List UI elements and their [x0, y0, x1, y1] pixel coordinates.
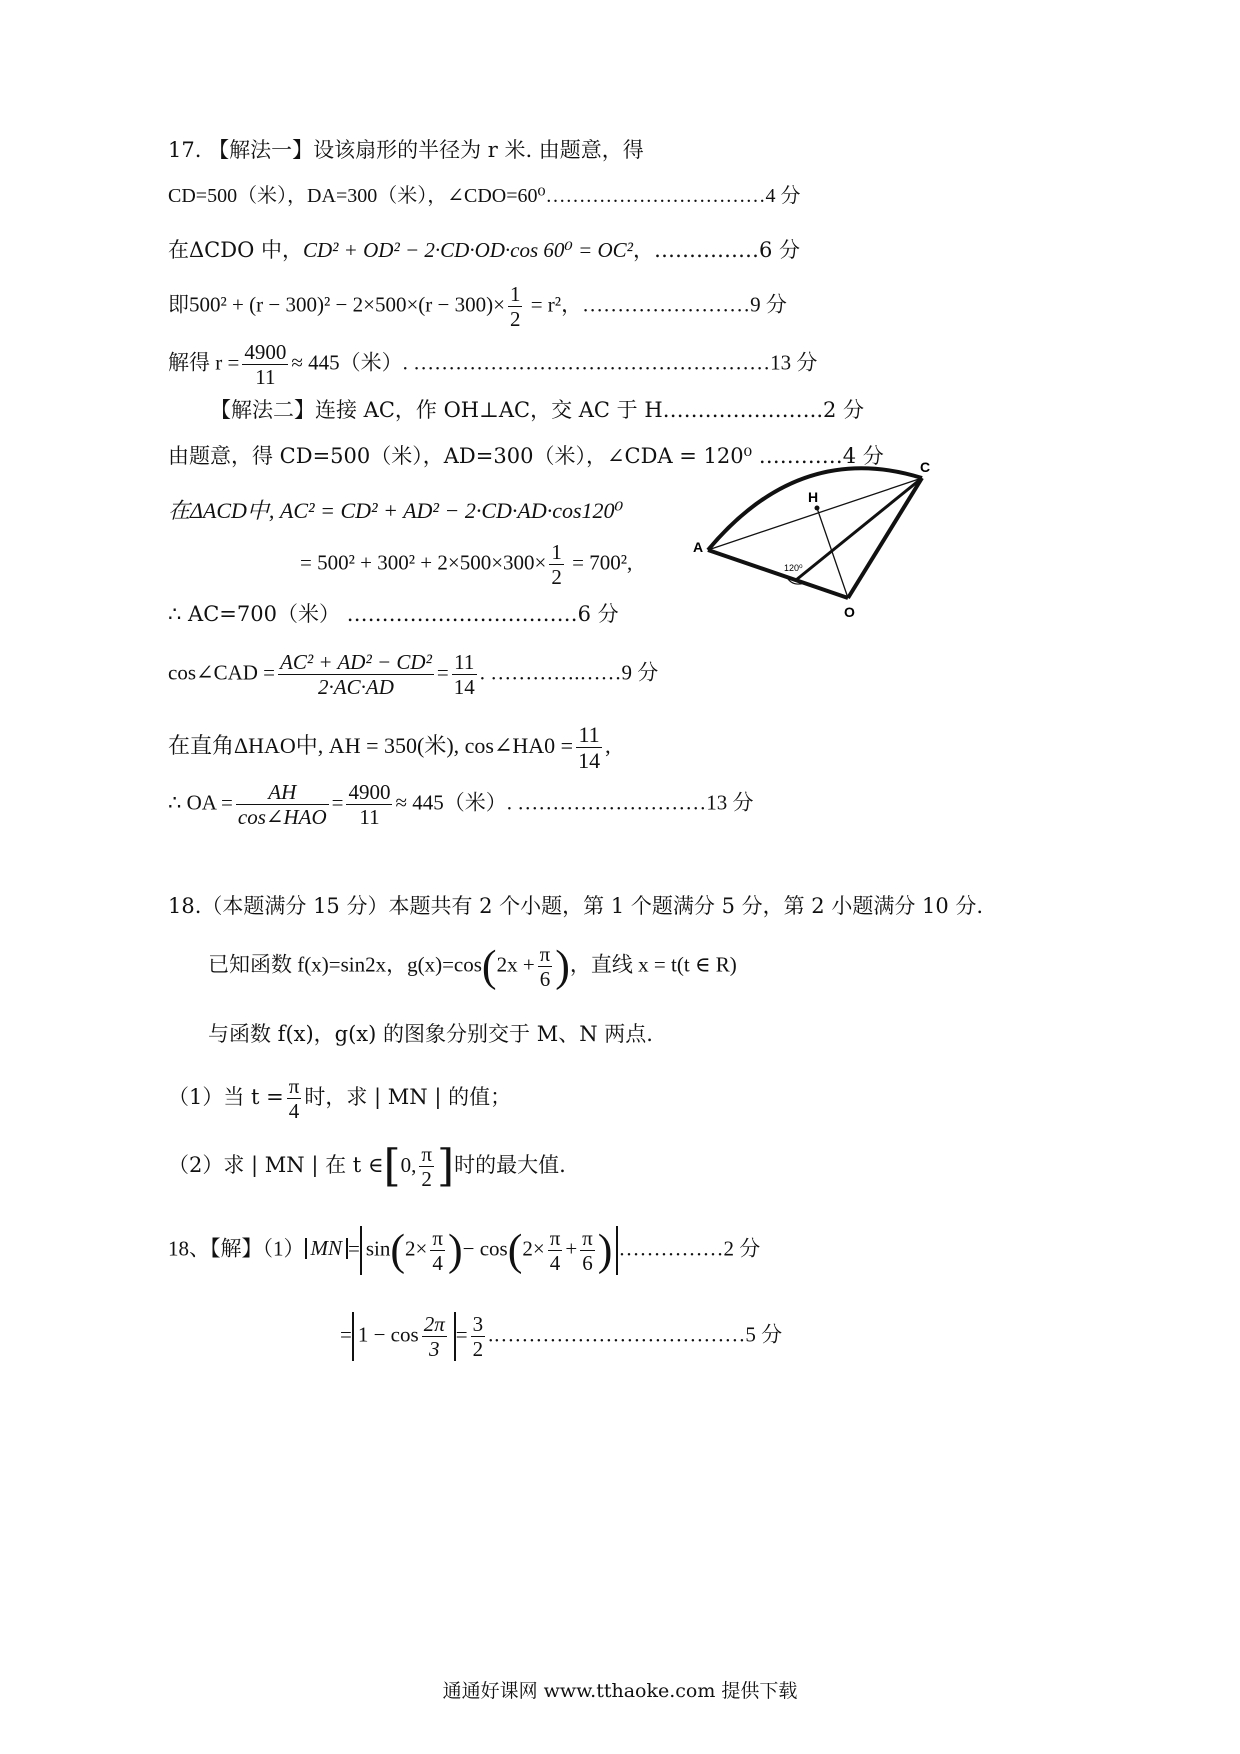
- sector-diagram: [680, 440, 950, 640]
- fraction-one-half: $\frac{1}{2}$: [509, 282, 521, 332]
- sol18-line-1: [168, 1226, 760, 1275]
- sol18-eq-2: =: [340, 1322, 352, 1347]
- sol18-abs-expr-2: 1 − cos $\frac{2\pi}{3}$: [352, 1312, 456, 1361]
- p18-q2-a: （2）求 | MN | 在 t ∈: [168, 1153, 384, 1178]
- p17-line-9-rhs: = 700²,: [566, 550, 633, 575]
- fraction-pi-over-4-c: $\frac{\pi}{4}$: [549, 1226, 561, 1276]
- fraction-11-over-14: $\frac{11}{14}$: [453, 650, 475, 700]
- p17-line-11-prefix: cos∠CAD =: [168, 660, 276, 685]
- p17-line-1: 17. 【解法一】设该扇形的半径为 r 米. 由题意，得: [168, 138, 644, 162]
- p17-line-13-result: ≈ 445（米）. ………………………13 分: [395, 790, 754, 815]
- fraction-pi-over-4: $\frac{\pi}{4}$: [288, 1074, 300, 1124]
- p17-line-12-suffix: ,: [605, 732, 611, 758]
- p17-line-7: 由题意，得 CD=500（米），AD=300（米），∠CDA = 120⁰ …………4 分: [168, 444, 884, 468]
- p18-given-c: ，直线 x = t(t ∈ R): [569, 952, 737, 977]
- p17-line-12-expr: 在直角ΔHAO中, AH = 350(米), cos∠HA0 =: [168, 732, 574, 758]
- fraction-11-over-14-b: $\frac{11}{14}$: [578, 722, 601, 774]
- fraction-3-over-2: $\frac{3}{2}$: [472, 1312, 484, 1362]
- sol18-line-2: [340, 1312, 782, 1361]
- p17-line-4-suffix: ，……………………9 分: [561, 292, 787, 317]
- p17-method-2-line: 【解法二】连接 AC，作 OH⊥AC，交 AC 于 H…………………..2 分: [210, 398, 865, 422]
- label-angle: 120⁰: [784, 563, 803, 573]
- sol18-abs-expr: sin(2× $\frac{\pi}{4}$ )− cos(2× $\frac{\pi}{4}$ + $\frac{\pi}{6}$ ): [360, 1226, 619, 1275]
- p17-line-3-suffix: ，……………6 分: [632, 238, 801, 262]
- sol18-abs-mn: MN: [305, 1238, 349, 1259]
- p17-line-4-rhs: = r²: [525, 292, 562, 317]
- p17-line-13-prefix: ∴ OA =: [168, 790, 233, 815]
- fraction-one-half-b: $\frac{1}{2}$: [551, 540, 562, 590]
- p18-q1-b: 时，求 | MN | 的值；: [304, 1085, 512, 1110]
- p17-line-9-expr: = 500² + 300² + 2×500×300×: [300, 550, 547, 575]
- p17-line-3: [168, 240, 800, 261]
- p17-cosine-law-1: CD² + OD² − 2·CD·OD·cos 60⁰ = OC²: [302, 238, 633, 262]
- p18-question-1: [168, 1074, 511, 1123]
- sol18-points-2: .………………………………5 分: [488, 1322, 783, 1347]
- segment-oh: [817, 508, 848, 598]
- fraction-pi-over-4-b: $\frac{\pi}{4}$: [432, 1226, 443, 1276]
- p17-line-8: 在ΔACD中, AC² = CD² + AD² − 2·CD·AD·cos120⁰: [168, 498, 624, 523]
- p17-line-11-eq: =: [436, 660, 449, 685]
- p17-line-13-eq: =: [331, 790, 344, 815]
- p18-intersect: 与函数 f(x)，g(x) 的图象分别交于 M、N 两点.: [208, 1022, 653, 1046]
- p17-line-4: [168, 282, 787, 331]
- fraction-cos-cad: $\frac{\text{AC² + AD² − CD²}}{2\cdot AC\cdot AD}$: [280, 650, 432, 700]
- segment-ao: [708, 550, 848, 598]
- fraction-ah-over-cos: $\frac{AH}{\text{cos∠HAO}}$: [237, 780, 327, 830]
- label-h: H: [808, 489, 819, 505]
- p17-line-12: [168, 722, 611, 774]
- fraction-2pi-over-3: $\frac{2\pi}{3}$: [423, 1312, 445, 1362]
- p18-given-a: 已知函数 f(x)=sin2x，g(x)=cos: [208, 952, 482, 977]
- p17-line-4-expr: 即500² + (r − 300)² − 2×500×(r − 300)×: [168, 292, 505, 317]
- p17-line-11: [168, 650, 658, 699]
- p18-question-2: （2）求 | MN | 在 t ∈[0, $\frac{\pi}{2}$ ]时的最大值.: [168, 1140, 566, 1192]
- fraction-4900-over-11: $\frac{4900}{11}$: [244, 340, 287, 390]
- p18-given: 已知函数 f(x)=sin2x，g(x)=cos(2x + $\frac{\pi}{6}$ )，直线 x = t(t ∈ R): [208, 941, 737, 992]
- sol18-eq: =: [348, 1236, 360, 1261]
- fraction-pi-over-6-b: $\frac{\pi}{6}$: [582, 1226, 593, 1276]
- p17-line-9: [300, 540, 632, 589]
- segment-oc: [848, 478, 922, 598]
- label-o: O: [844, 604, 855, 620]
- p18-q1-a: （1）当 t =: [168, 1085, 284, 1110]
- label-c: C: [920, 459, 931, 475]
- sol18-prefix: 18、【解】（1）: [168, 1236, 305, 1261]
- p17-line-13: [168, 780, 754, 829]
- fraction-pi-over-2: $\frac{\pi}{2}$: [421, 1142, 432, 1192]
- fraction-4900-over-11-b: $\frac{4900}{11}$: [348, 780, 391, 830]
- p17-line-5-prefix: 解得 r =: [168, 350, 240, 375]
- p17-line-5: [168, 340, 817, 389]
- p17-line-2: CD=500（米），DA=300（米），∠CDO=60⁰……………………………4 分: [168, 185, 801, 207]
- sol18-eq-3: =: [455, 1322, 468, 1347]
- page-footer: 通通好课网 www.tthaoke.com 提供下载: [442, 1680, 798, 1702]
- p18-q2-b: 0,: [400, 1153, 417, 1178]
- p18-header: 18.（本题满分 15 分）本题共有 2 个小题，第 1 个题满分 5 分，第 2 小题满分 10 分.: [168, 894, 984, 918]
- sol18-points-1: ……………2 分: [618, 1236, 761, 1261]
- p17-line-5-result: ≈ 445（米）. ……………………………………………13 分: [291, 350, 818, 375]
- point-h: [815, 506, 820, 511]
- p17-line-10: ∴ AC=700（米） ……………………………6 分: [168, 602, 619, 626]
- p17-line-3-prefix: 在ΔCDO 中，: [168, 238, 303, 262]
- p18-given-b: 2x +: [496, 952, 535, 977]
- p17-line-11-suffix: . ………….……9 分: [479, 660, 659, 685]
- fraction-pi-over-6: $\frac{\pi}{6}$: [539, 942, 551, 992]
- label-a: A: [693, 539, 704, 555]
- p18-q2-c: 时的最大值.: [454, 1153, 566, 1178]
